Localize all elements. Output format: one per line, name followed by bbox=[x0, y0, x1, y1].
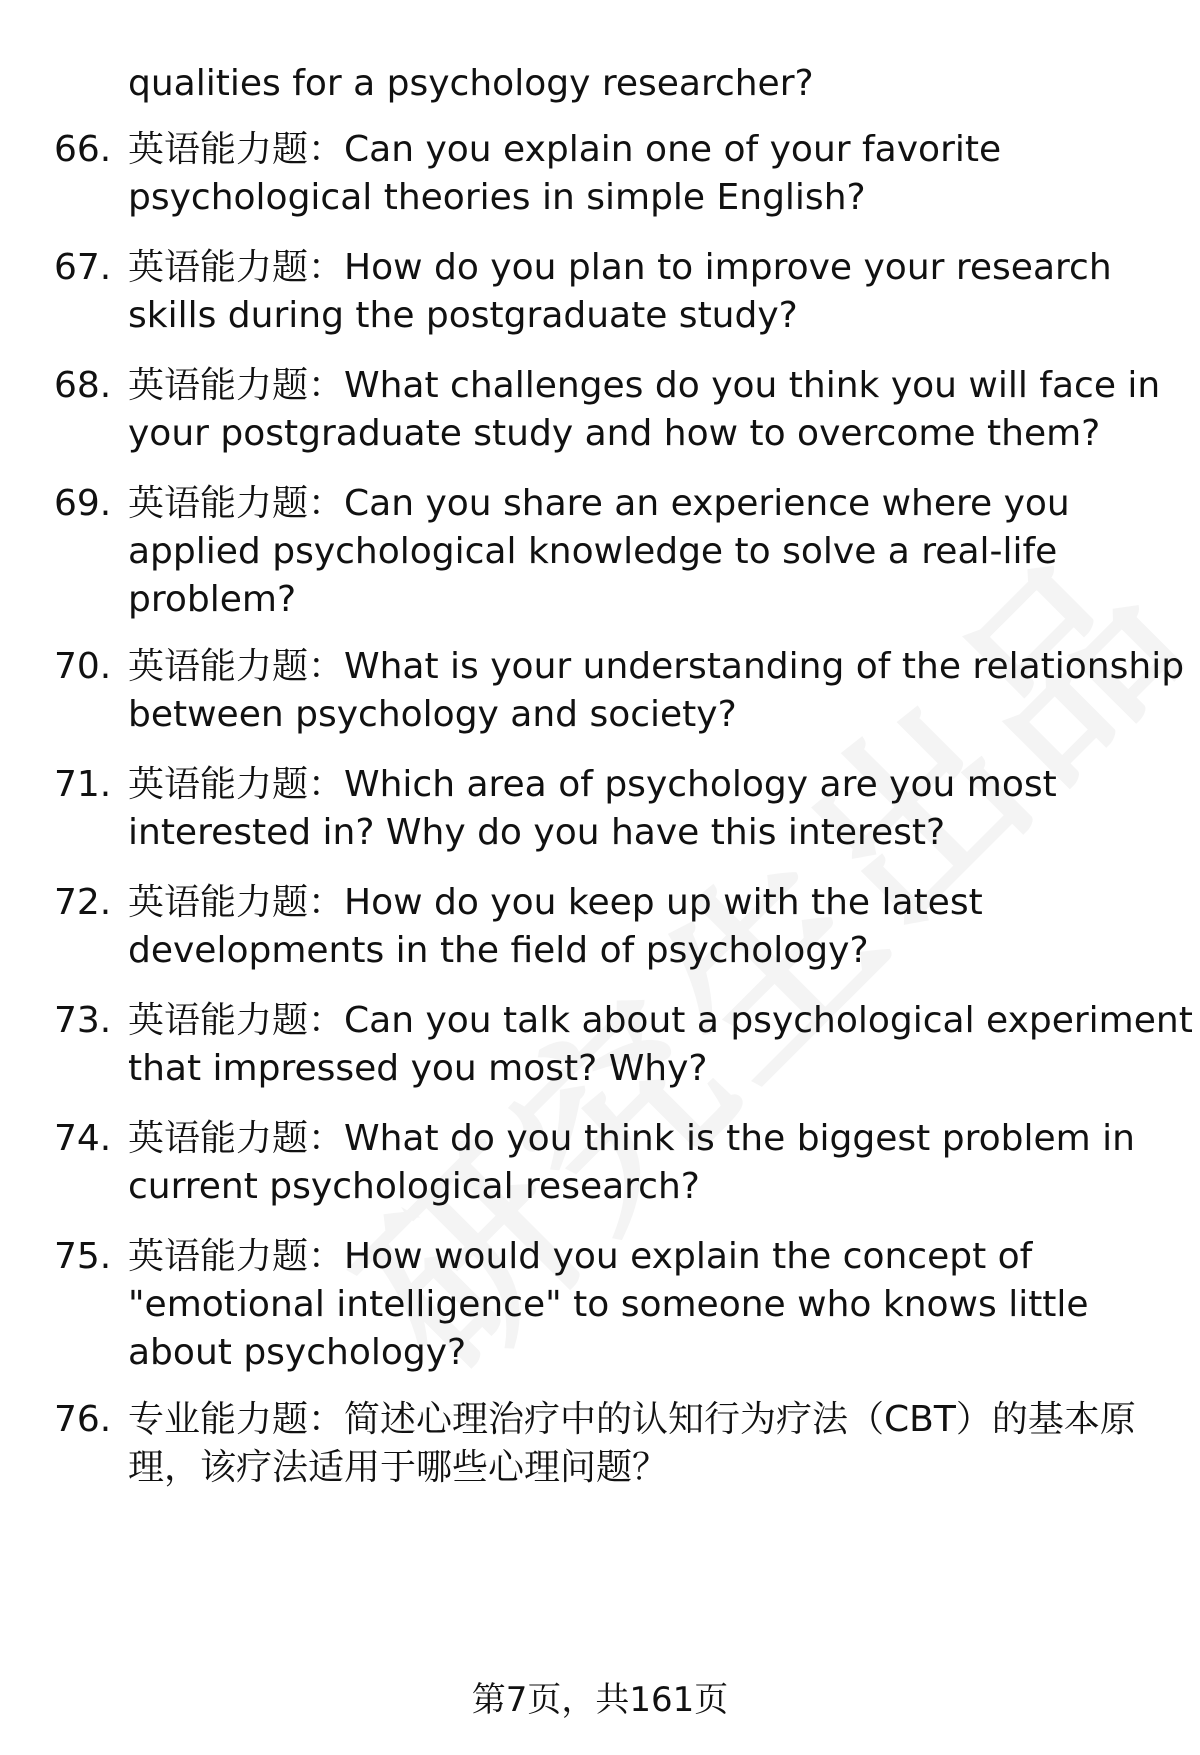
question-number: 71. bbox=[54, 764, 112, 805]
question-line: psychological theories in simple English? bbox=[128, 177, 866, 218]
question-line: 理，该疗法适用于哪些心理问题？ bbox=[128, 1447, 669, 1488]
question-line: 英语能力题：Can you talk about a psychological experiment bbox=[128, 1000, 1193, 1041]
question-text bbox=[128, 480, 1168, 624]
page-number-footer: 第7页，共161页 bbox=[471, 1680, 729, 1720]
question-text bbox=[128, 1233, 1168, 1377]
question-number: 67. bbox=[54, 247, 112, 288]
question-line: 英语能力题：What do you think is the biggest problem in bbox=[128, 1118, 1135, 1159]
question-text bbox=[128, 761, 1168, 857]
question-line: problem? bbox=[128, 579, 297, 620]
question-text bbox=[128, 126, 1168, 222]
question-number: 74. bbox=[54, 1118, 112, 1159]
question-line: "emotional intelligence" to someone who knows little bbox=[128, 1284, 1089, 1325]
question-line: developments in the field of psychology? bbox=[128, 930, 869, 971]
question-line: 英语能力题：How do you keep up with the latest bbox=[128, 882, 983, 923]
question-line: about psychology? bbox=[128, 1332, 467, 1373]
question-line: applied psychological knowledge to solve a real-life bbox=[128, 531, 1058, 572]
question-text bbox=[128, 643, 1185, 739]
question-line: 英语能力题：Can you explain one of your favorite bbox=[128, 129, 1002, 170]
question-line: your postgraduate study and how to overcome them? bbox=[128, 413, 1101, 454]
question-number: 75. bbox=[54, 1236, 112, 1277]
question-line: 英语能力题：What challenges do you think you will face in bbox=[128, 365, 1161, 406]
question-number: 72. bbox=[54, 882, 112, 923]
question-number: 68. bbox=[54, 365, 112, 406]
question-number: 70. bbox=[54, 646, 112, 687]
question-line: skills during the postgraduate study? bbox=[128, 295, 798, 336]
question-number: 66. bbox=[54, 129, 112, 170]
question-text bbox=[128, 362, 1168, 458]
continuation-line: qualities for a psychology researcher? bbox=[128, 63, 814, 104]
question-text bbox=[128, 1115, 1168, 1211]
question-line: 英语能力题：Which area of psychology are you most bbox=[128, 764, 1057, 805]
question-line: 英语能力题：Can you share an experience where you bbox=[128, 483, 1070, 524]
question-number: 69. bbox=[54, 483, 112, 524]
question-line: current psychological research? bbox=[128, 1166, 700, 1207]
question-number: 76. bbox=[54, 1399, 112, 1440]
question-line: 英语能力题：How would you explain the concept of bbox=[128, 1236, 1033, 1277]
question-text bbox=[128, 997, 1193, 1093]
question-line: 英语能力题：What is your understanding of the relationship bbox=[128, 646, 1185, 687]
question-text bbox=[128, 879, 1168, 975]
question-line: 英语能力题：How do you plan to improve your research bbox=[128, 247, 1112, 288]
question-line: between psychology and society? bbox=[128, 694, 737, 735]
question-line: that impressed you most? Why? bbox=[128, 1048, 708, 1089]
question-line: interested in? Why do you have this interest? bbox=[128, 812, 946, 853]
question-number: 73. bbox=[54, 1000, 112, 1041]
question-text bbox=[128, 244, 1168, 340]
question-text bbox=[128, 1396, 1168, 1492]
question-line: 专业能力题：简述心理治疗中的认知行为疗法（CBT）的基本原 bbox=[128, 1399, 1136, 1440]
